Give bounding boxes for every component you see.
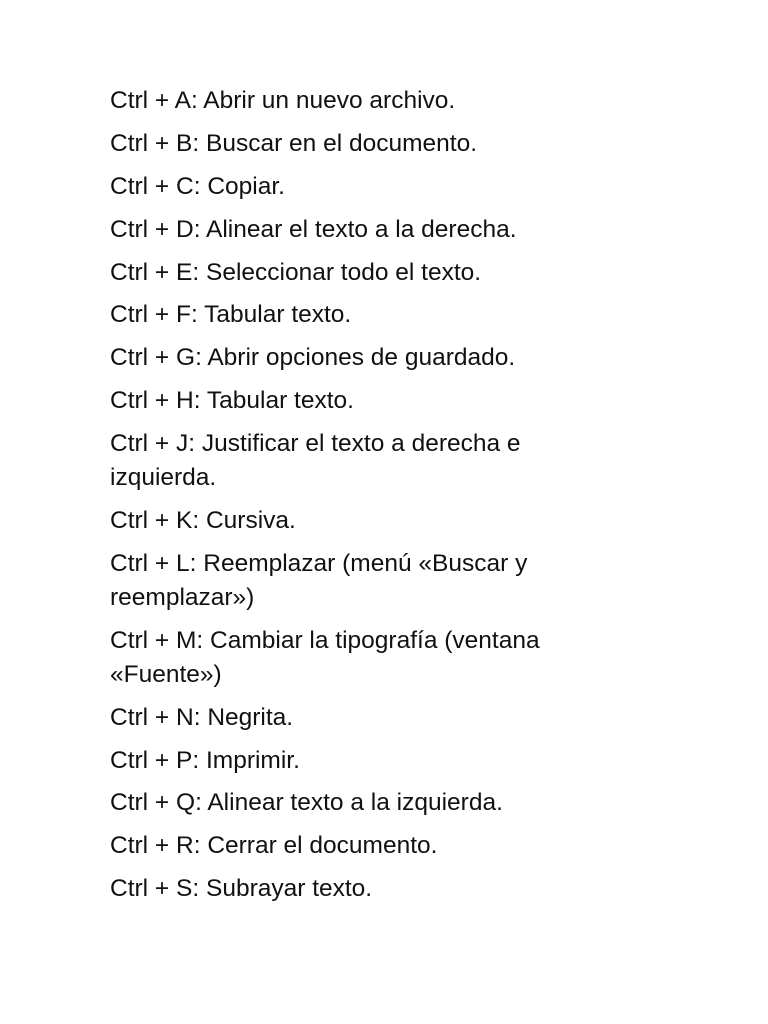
shortcut-list <box>110 84 630 915</box>
shortcut-item: Ctrl + S: Subrayar texto. <box>110 875 373 903</box>
shortcut-item: Ctrl + C: Copiar. <box>110 172 285 200</box>
shortcut-item: Ctrl + B: Buscar en el documento. <box>110 129 477 157</box>
shortcut-item: Ctrl + H: Tabular texto. <box>110 387 354 415</box>
shortcut-item: Ctrl + L: Reemplazar (menú «Buscar y reemplazar») <box>110 549 528 611</box>
shortcut-item: Ctrl + P: Imprimir. <box>110 746 300 774</box>
shortcut-item: Ctrl + D: Alinear el texto a la derecha. <box>110 215 517 243</box>
shortcut-item: Ctrl + R: Cerrar el documento. <box>110 832 438 860</box>
shortcut-item: Ctrl + F: Tabular texto. <box>110 301 352 329</box>
shortcut-item: Ctrl + J: Justificar el texto a derecha e izquierda. <box>110 430 521 492</box>
shortcut-item: Ctrl + A: Abrir un nuevo archivo. <box>110 87 456 114</box>
shortcut-item: Ctrl + G: Abrir opciones de guardado. <box>110 344 516 372</box>
shortcut-item: Ctrl + N: Negrita. <box>110 703 294 731</box>
shortcut-item: Ctrl + K: Cursiva. <box>110 507 296 535</box>
shortcut-item: Ctrl + E: Seleccionar todo el texto. <box>110 258 482 286</box>
shortcut-item: Ctrl + M: Cambiar la tipografía (ventana «Fuente») <box>110 626 540 688</box>
shortcut-item: Ctrl + Q: Alinear texto a la izquierda. <box>110 789 503 817</box>
